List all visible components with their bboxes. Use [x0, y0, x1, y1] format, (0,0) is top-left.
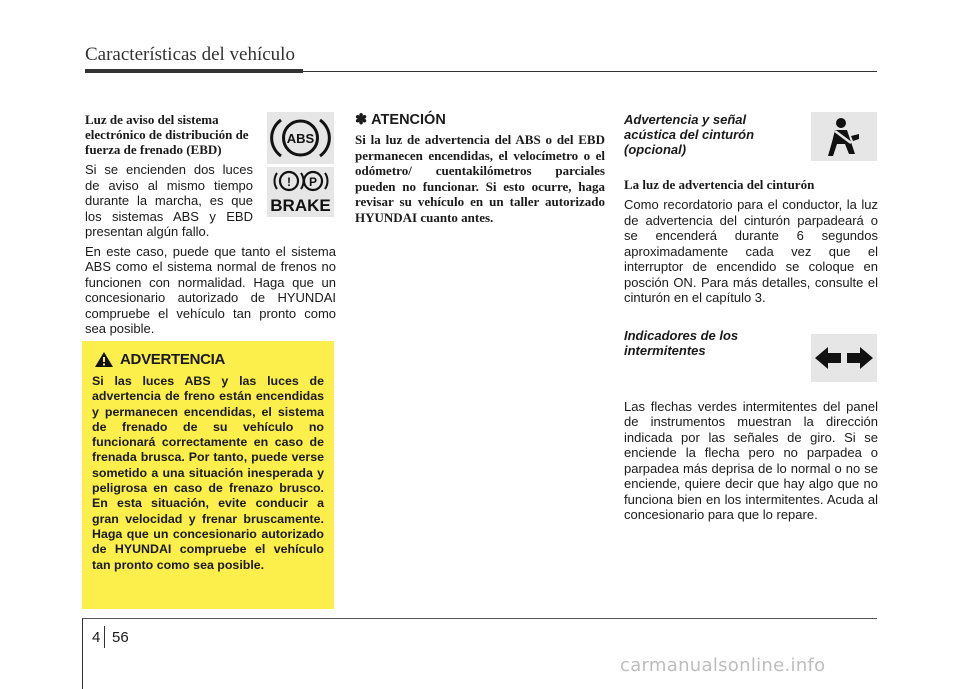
footer-vertical-rule	[82, 618, 83, 689]
column-attention	[355, 112, 605, 225]
warning-triangle-icon	[94, 351, 114, 368]
warning-text: Si las luces ABS y las luces de advertencia de freno están encendidas y permanecen encendidas, el sistema de frenado de su vehículo no funcionará correctamente en caso de frenada brusca. Por tanto, puede verse sometido a una situación inesperada y peligrosa en caso de frenazo brusco. En esta situación, evite conducir a gran velocidad y frenar bruscamente. Haga que un concesionario autorizado de HYUNDAI compruebe el vehículo tan pronto como sea posible.	[92, 374, 324, 572]
brake-icon-symbol-2: P	[308, 175, 318, 189]
warning-box	[82, 341, 334, 609]
seatbelt-subheading: La luz de advertencia del cinturón	[624, 177, 815, 192]
warning-title: ADVERTENCIA	[120, 351, 226, 368]
page-number: 56	[112, 629, 129, 646]
seatbelt-text: Como recordatorio para el conductor, la luz de advertencia del cinturón parpadeará o se encenderá durante 6 segundos aproximadamente cada vez que el interruptor de encendido se coloque en posción ON. Para más detalles, consulte el cinturón en el capítulo 3.	[624, 197, 878, 305]
footer-rule	[82, 618, 877, 619]
ebd-paragraph-2: En este caso, puede que tanto el sistema ABS como el sistema normal de frenos no funcionen con normalidad. Haga que un concesionario autorizado de HYUNDAI compruebe el vehículo tan pronto como sea posible.	[85, 243, 336, 336]
right-arrow-icon	[847, 347, 873, 369]
attention-text: Si la luz de advertencia del ABS o del EBD permanecen encendidas, el velocímetro o el odómetro/ cuentakilómetros parciales pueden no funcionar. Si esto ocurre, haga revisar su vehículo en un taller autorizado HYUNDAI cuanto antes.	[355, 132, 605, 225]
abs-warning-icon	[267, 112, 334, 164]
brake-icon-label: BRAKE	[270, 196, 331, 215]
footer-separator	[104, 626, 105, 648]
watermark: carmanualsonline.info	[620, 655, 826, 676]
attention-symbol-icon: ✽	[355, 112, 368, 128]
attention-title: ATENCIÓN	[371, 112, 446, 128]
header-rule-accent	[85, 69, 303, 73]
page-header-title: Características del vehículo	[85, 44, 295, 65]
turn-signal-heading: Indicadores de los intermitentes	[624, 327, 739, 358]
brake-icon-symbol-1: !	[287, 175, 291, 189]
ebd-paragraph-1: Si se encienden dos luces de aviso al mismo tiempo durante la marcha, es que los sistemas ABS y EBD presentan algún fallo.	[85, 162, 253, 239]
brake-warning-icon	[267, 167, 334, 217]
ebd-heading: Luz de aviso del sistema electrónico de distribución de fuerza de frenado (EBD)	[85, 112, 249, 157]
turn-signal-icon	[811, 334, 877, 382]
seatbelt-heading: Advertencia y señal acústica del cinturón (opcional)	[624, 112, 755, 157]
left-arrow-icon	[815, 347, 841, 369]
chapter-number: 4	[92, 629, 101, 646]
column-indicators	[624, 112, 878, 523]
turn-signal-text: Las flechas verdes intermitentes del panel de instrumentos muestran la dirección indicada por las señales de giro. Si se enciende la flecha pero no parpadea o parpadea más deprisa de lo normal o no se enciende, quiere decir que hay algo que no funciona bien en los intermitentes. Acuda al concesionario para que lo repare.	[624, 398, 878, 522]
seatbelt-warning-icon	[811, 112, 877, 161]
abs-icon-label: ABS	[286, 131, 315, 146]
